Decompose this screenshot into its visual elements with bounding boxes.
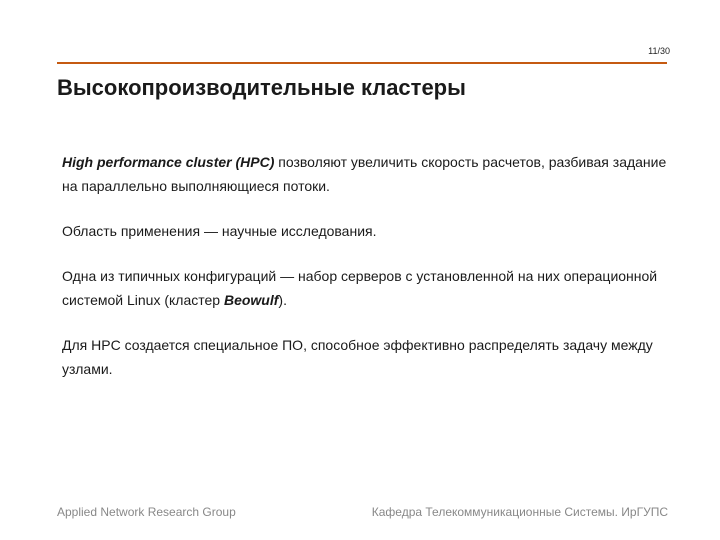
slide-content	[62, 150, 672, 402]
hpc-term: High performance cluster (HPC)	[62, 154, 275, 170]
footer-department-name: Кафедра Телекоммуникационные Системы. ИрГУПС	[371, 505, 668, 519]
configuration-text-end: ).	[278, 292, 287, 308]
paragraph-typical-configuration	[62, 264, 672, 312]
paragraph-application-area: Область применения — научные исследования.	[62, 223, 377, 239]
paragraph-hpc-software: Для HPC создается специальное ПО, способное эффективно распределять задачу между узлами.	[62, 337, 653, 377]
footer-group-name: Applied Network Research Group	[57, 505, 236, 519]
configuration-text: Одна из типичных конфигураций — набор серверов с установленной на них операционной системой Linux (кластер	[62, 268, 658, 308]
beowulf-term: Beowulf	[223, 292, 279, 308]
header-divider	[57, 62, 667, 64]
hpc-definition-text: позволяют увеличить скорость расчетов, разбивая задание на параллельно выполняющиеся потоки.	[62, 154, 667, 194]
slide-number: 11/30	[648, 46, 670, 56]
slide-title: Высокопроизводительные кластеры	[57, 75, 466, 100]
paragraph-hpc-definition	[62, 150, 672, 198]
